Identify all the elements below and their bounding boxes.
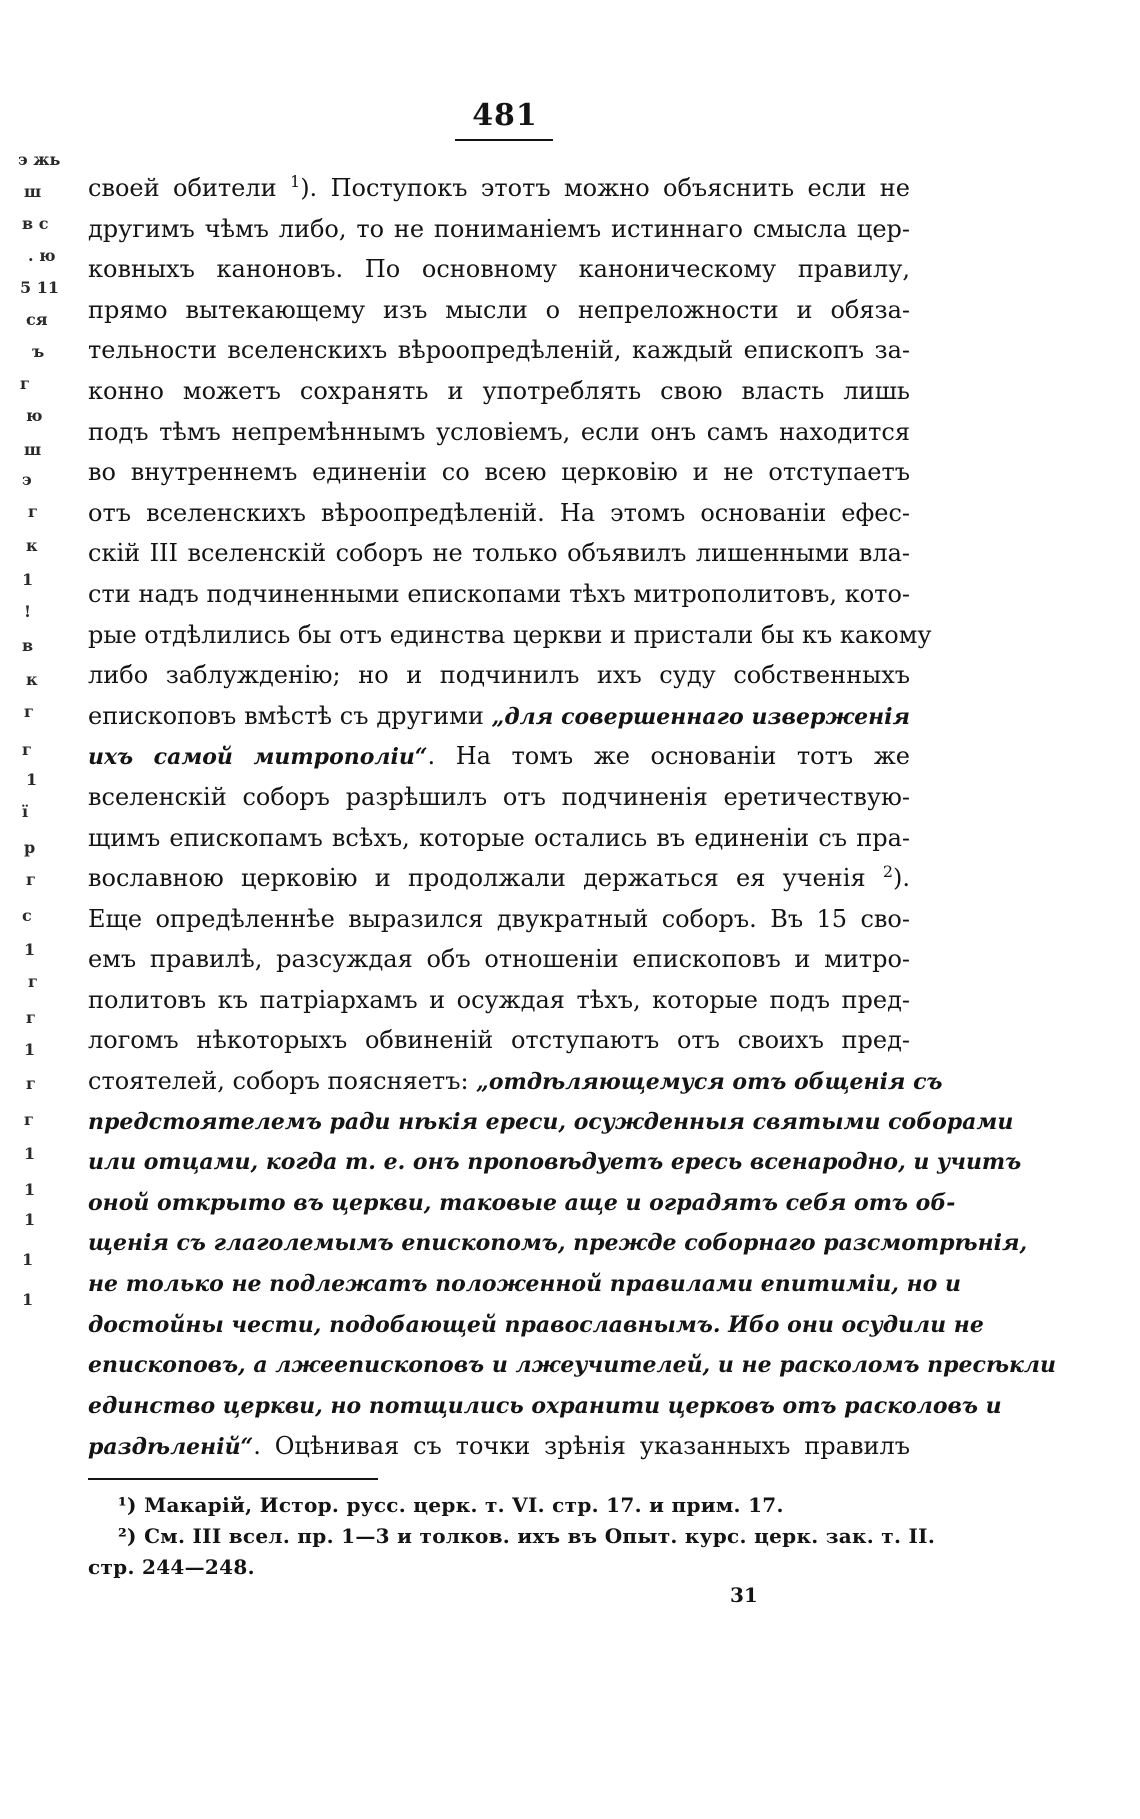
text-run: своей обители [88,174,290,202]
margin-fragment: 1 [26,770,38,789]
margin-fragment: 1 [24,940,36,959]
margin-fragment: 1 [22,570,34,589]
text-run: епископовъ вмѣстѣ съ другими [88,701,492,730]
text-run: прямо вытекающему изъ мысли о непреложности и обяза- [88,295,910,324]
text-run: скій III вселенскій соборъ не только объявилъ лишенными вла- [88,539,910,568]
footnote-2: ²) См. III всел. пр. 1—3 и толков. ихъ въ Опыт. курс. церк. зак. т. II. [118,1524,936,1548]
footnote-1: ¹) Макарій, Истор. русс. церк. т. VI. стр. 17. и прим. 17. [118,1493,784,1517]
footnotes [88,1490,936,1583]
text-run: стоятелей, соборъ поясняетъ: [88,1067,477,1096]
text-line [88,1223,1028,1264]
margin-fragment: г [20,374,30,393]
text-run: щимъ епископамъ всѣхъ, которые остались въ единеніи съ пра- [88,823,910,852]
text-line [88,696,910,737]
footnote-marker: 2 [882,862,893,882]
text-line [88,1345,1057,1386]
text-line [88,493,910,534]
text-line [88,980,910,1021]
text-run: политовъ къ патріархамъ и осуждая тѣхъ, которые подъ пред- [88,985,910,1014]
text-run: тельности вселенскихъ вѣроопредѣленій, каждый епископъ за- [88,336,910,365]
footnote-rule [88,1478,378,1480]
text-run: сти надъ подчиненными епископами тѣхъ митрополитовъ, кото- [88,579,910,608]
margin-fragment: г [26,870,36,889]
footnote-2-continuation: стр. 244—248. [88,1555,255,1579]
italic-run: епископовъ, а лжеепископовъ и лжеучителей, и не расколомъ пресѣкли [88,1352,1057,1379]
margin-fragment: р [24,838,36,857]
margin-fragment: э [22,470,32,489]
margin-fragment: 1 [24,1210,36,1229]
text-line [88,290,910,331]
text-line [88,412,910,453]
text-run: подъ тѣмъ непремѣннымъ условіемъ, если онъ самъ находится [88,417,910,446]
text-run: емъ правилѣ, разсуждая объ отношеніи епископовъ и митро- [88,945,910,974]
margin-fragment: ъ [32,342,45,361]
italic-run: единство церкви, но потщились охранити церковъ отъ расколовъ и [88,1392,1002,1419]
text-line [88,330,910,371]
margin-fragment: г [26,1074,36,1093]
text-line [88,1142,1022,1183]
text-run: другимъ чѣмъ либо, то не пониманіемъ истиннаго смысла цер- [88,214,910,243]
text-run: вселенскій соборъ разрѣшилъ отъ подчиненія еретичествую- [88,782,910,811]
margin-fragment: 1 [24,1040,36,1059]
text-run: во внутреннемъ единеніи со всею церковію и не отступаетъ [88,458,910,487]
header-rule [455,139,553,141]
margin-fragment: 1 [24,1180,36,1199]
margin-fragment: 1 [22,1250,34,1269]
margin-fragment: ї [22,802,29,821]
text-run: ). Поступокъ этотъ можно объяснить если не [300,174,910,202]
text-run: . Оцѣнивая съ точки зрѣнія указанныхъ правилъ [253,1432,910,1461]
margin-fragment: 1 [24,1144,36,1163]
text-run: либо заблужденію; но и подчинилъ ихъ суду собственныхъ [88,661,910,690]
text-line [88,939,910,980]
italic-run: или отцами, когда т. е. онъ проповѣдуетъ ересь всенародно, и учитъ [88,1149,1022,1176]
margin-fragment: . ю [28,246,56,265]
page-number: 481 [472,98,538,133]
margin-fragment: г [28,972,38,991]
text-run: логомъ нѣкоторыхъ обвиненій отступаютъ отъ своихъ пред- [88,1026,910,1055]
footnote-marker: 1 [290,172,301,191]
italic-run: предстоятелемъ ради нѣкія ереси, осужденныя святыми соборами [88,1108,1014,1135]
italic-run: ихъ самой митрополіи“ [88,744,428,771]
margin-fragment: г [28,502,38,521]
margin-fragment: г [24,702,34,721]
italic-run: достойны чести, подобающей православнымъ. Ибо они осудили не [88,1311,984,1338]
margin-fragment: г [24,1110,34,1129]
margin-fragment: ш [24,182,42,201]
text-line [88,1426,910,1467]
text-line [88,249,910,290]
margin-fragment: ю [26,406,43,425]
text-run: конно можетъ сохранять и употреблять свою власть лишь [88,376,910,405]
text-line [88,452,910,493]
text-line [88,736,910,777]
text-line [88,1386,1002,1427]
italic-run: „отдѣляющемуся отъ общенія съ [476,1069,943,1096]
text-line [88,1102,1014,1143]
text-line [88,209,910,250]
margin-fragment: к [26,536,38,555]
italic-run: раздѣленій“ [88,1434,254,1461]
italic-run: оной открыто въ церкви, таковые аще и оградятъ себя отъ об- [88,1189,956,1216]
margin-fragment: 5 11 [20,278,59,297]
text-line [88,1183,956,1224]
margin-fragment: в [22,636,34,655]
margin-fragment: к [26,670,38,689]
margin-fragment: ш [24,440,42,459]
text-line [88,655,910,696]
margin-fragment: г [26,1008,36,1027]
text-line [88,777,910,818]
text-line [88,574,910,615]
margin-fragment: с [22,906,32,925]
text-run: Еще опредѣленнѣе выразился двукратный соборъ. Въ 15 сво- [88,904,910,933]
margin-fragment: э жь [18,150,61,169]
text-line [88,1061,943,1102]
text-run: рые отдѣлились бы отъ единства церкви и пристали бы къ какому [88,620,932,649]
text-run: ковныхъ каноновъ. По основному каноническому правилу, [88,255,910,284]
margin-fragment: 1 [22,1290,34,1309]
text-run: вославною церковію и продолжали держаться ея ученія [88,864,883,893]
margin-fragment: г [22,740,32,759]
text-run: отъ вселенскихъ вѣроопредѣленій. На этомъ основаніи ефес- [88,498,910,527]
margin-fragment: ся [26,310,48,329]
text-run: . На томъ же основаніи тотъ же [427,742,911,771]
text-line [88,615,932,656]
italic-run: щенія съ глаголемымъ епископомъ, прежде соборнаго разсмотрѣнія, [88,1230,1028,1257]
italic-run: „для совершеннаго изверженія [491,703,910,730]
text-line [88,899,910,940]
margin-fragment: ! [24,602,32,621]
text-run: ). [893,864,910,893]
text-line [88,1305,984,1346]
signature-mark: 31 [730,1583,758,1607]
margin-fragment: в с [22,214,49,233]
text-line [88,168,910,209]
text-line [88,1264,961,1305]
text-line [88,371,910,412]
text-line [88,1020,910,1061]
italic-run: не только не подлежатъ положенной правилами епитиміи, но и [88,1271,961,1298]
text-line [88,818,910,859]
text-line [88,533,910,574]
body-text [88,168,1057,1467]
text-line [88,858,910,899]
